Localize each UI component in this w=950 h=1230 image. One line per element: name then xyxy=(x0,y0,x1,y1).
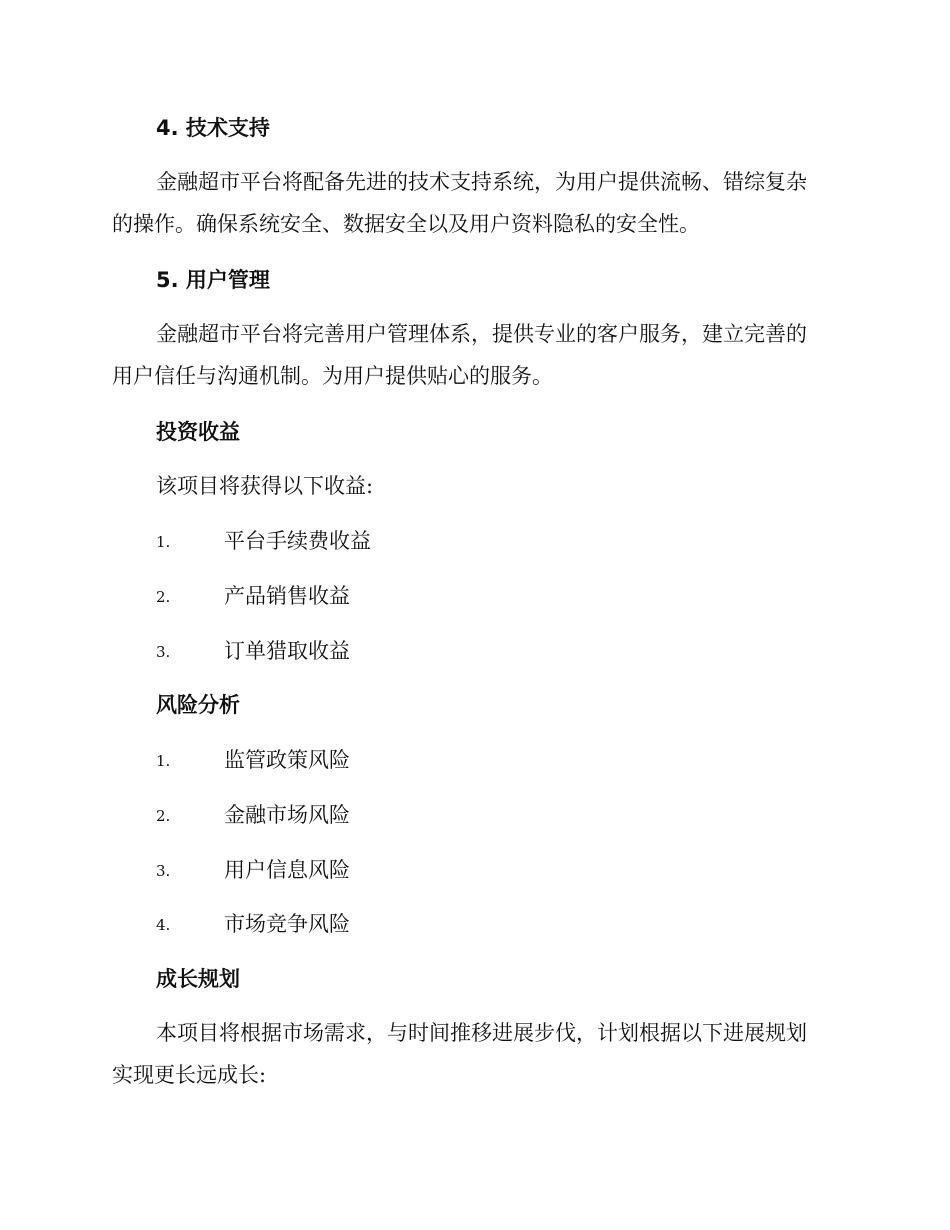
paragraph-growth xyxy=(112,1012,832,1096)
paragraph-line: 用户信任与沟通机制。为用户提供贴心的服务。 xyxy=(112,364,553,388)
paragraph-line: 实现更长远成长: xyxy=(112,1063,267,1087)
list-item-number: 4. xyxy=(156,916,171,934)
list-item-text: 用户信息风险 xyxy=(224,858,350,882)
list-item-text: 监管政策风险 xyxy=(224,748,350,772)
list-item-text: 订单猎取收益 xyxy=(224,639,350,663)
list-item-text: 市场竞争风险 xyxy=(224,912,350,936)
paragraph-line: 该项目将获得以下收益: xyxy=(156,474,374,498)
list-item-number: 2. xyxy=(156,807,171,825)
list-item-number: 1. xyxy=(156,752,171,770)
section-heading-tech-support: 4. 技术支持 xyxy=(156,116,270,140)
section-heading-user-management: 5. 用户管理 xyxy=(156,268,270,292)
list-item-text: 平台手续费收益 xyxy=(224,529,371,553)
list-item-number: 2. xyxy=(156,588,171,606)
paragraph-line: 本项目将根据市场需求，与时间推移进展步伐，计划根据以下进展规划 xyxy=(156,1021,807,1045)
section-heading-growth: 成长规划 xyxy=(156,967,240,991)
list-item-text: 产品销售收益 xyxy=(224,584,350,608)
paragraph-user-management xyxy=(112,313,832,397)
list-item-number: 3. xyxy=(156,643,171,661)
section-heading-revenue: 投资收益 xyxy=(156,420,240,444)
list-item-number: 3. xyxy=(156,862,171,880)
revenue-intro xyxy=(156,465,876,507)
paragraph-tech-support xyxy=(112,161,832,245)
paragraph-line: 金融超市平台将配备先进的技术支持系统，为用户提供流畅、错综复杂 xyxy=(156,170,807,194)
list-item-text: 金融市场风险 xyxy=(224,803,350,827)
paragraph-line: 金融超市平台将完善用户管理体系，提供专业的客户服务，建立完善的 xyxy=(156,322,807,346)
paragraph-line: 的操作。确保系统安全、数据安全以及用户资料隐私的安全性。 xyxy=(112,212,700,236)
section-heading-risk: 风险分析 xyxy=(156,693,240,717)
list-item-number: 1. xyxy=(156,533,171,551)
